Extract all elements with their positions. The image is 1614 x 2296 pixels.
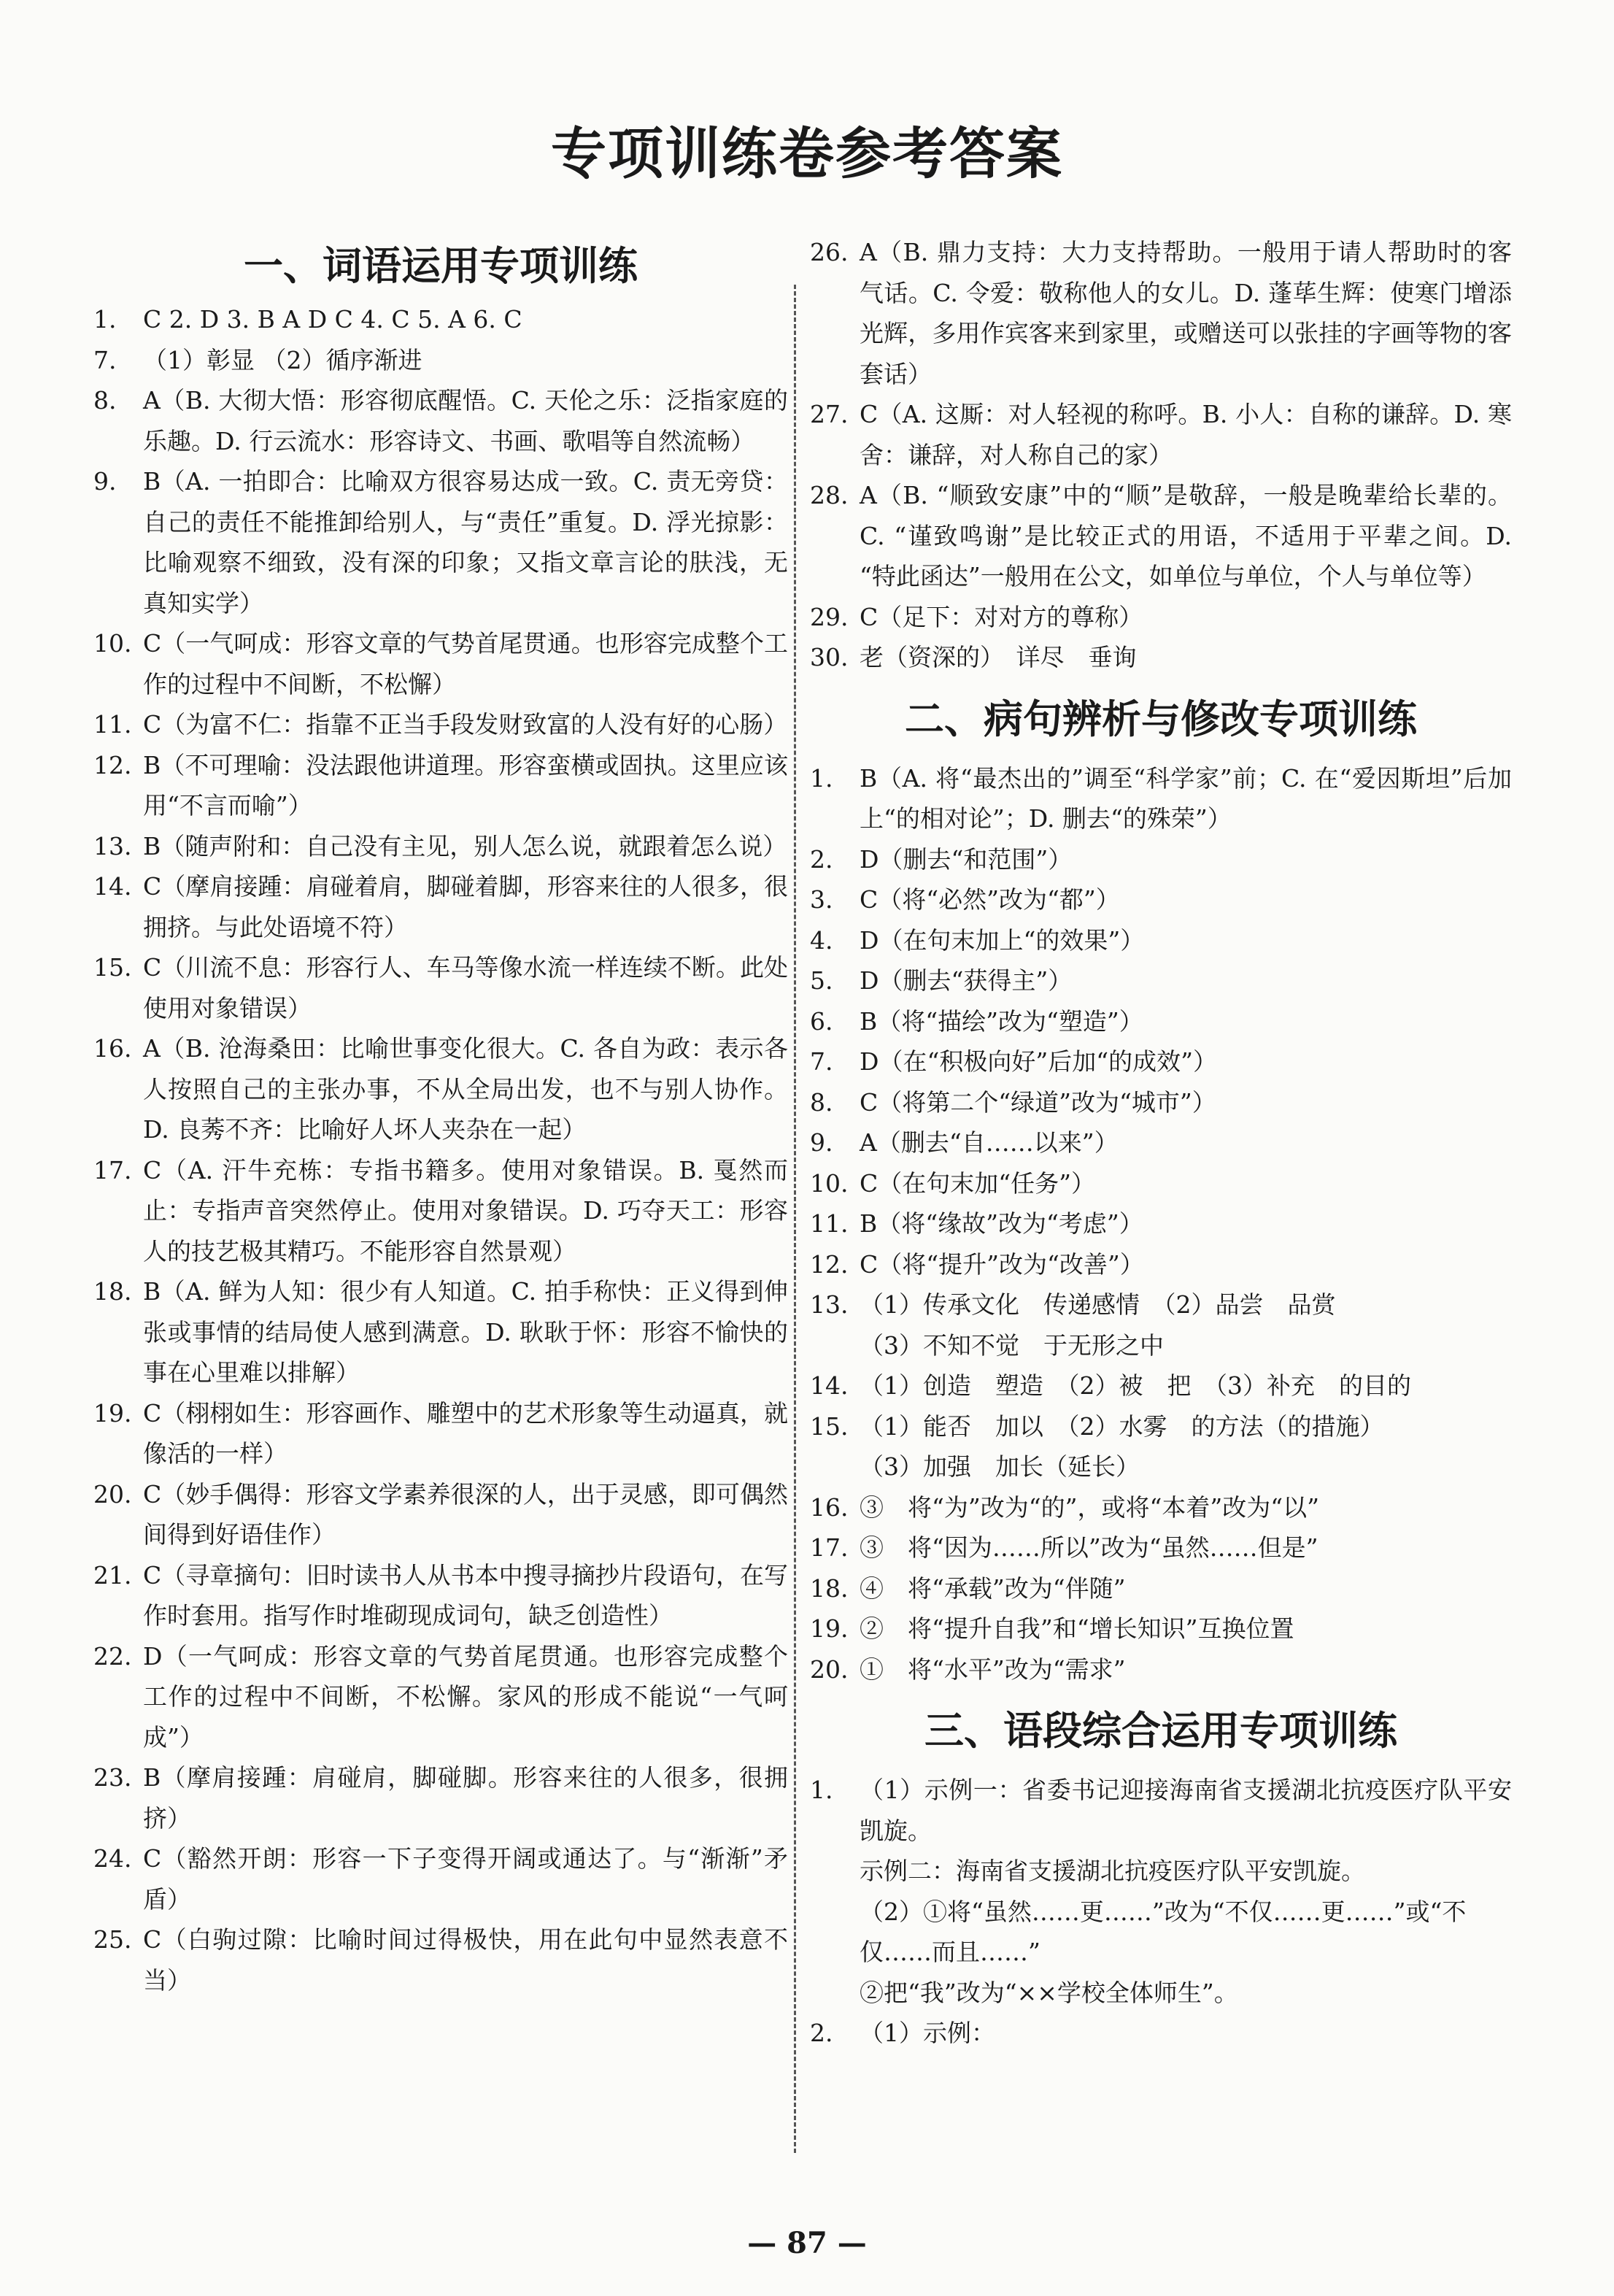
answer-text: （3）加强 加长（延长） [860, 1452, 1140, 1481]
answer-text: A（B. 沧海桑田：比喻世事变化很大。C. 各自为政：表示各人按照自己的主张办事，不从全局出发，也不与别人协作。D. 良莠不齐：比喻好人坏人夹杂在一起） [143, 1034, 788, 1144]
answer-item [810, 1649, 1512, 1690]
answer-text: C（A. 汗牛充栋：专指书籍多。使用对象错误。B. 戛然而止：专指声音突然停止。使用对象错误。D. 巧夺天工：形容人的技艺极其精巧。不能形容自然景观） [143, 1155, 788, 1266]
answer-number: 29. [810, 602, 849, 631]
answer-text: B（不可理喻：没法跟他讲道理。形容蛮横或固执。这里应该用“不言而喻”） [143, 750, 788, 820]
answer-item [93, 1838, 788, 1919]
right-column [810, 232, 1512, 2054]
answer-text: C（在句末加“任务”） [860, 1168, 1095, 1198]
answer-item [810, 1284, 1512, 1325]
answer-number: 19. [810, 1614, 849, 1643]
answer-item [93, 866, 788, 947]
answer-number: 12. [810, 1249, 849, 1279]
answer-text: C（豁然开朗：形容一下子变得开阔或通达了。与“渐渐”矛盾） [143, 1844, 788, 1914]
answer-item [93, 1393, 788, 1474]
answer-text: ③ 将“为”改为“的”，或将“本着”改为“以” [860, 1492, 1319, 1522]
answer-text: B（A. 将“最杰出的”调至“科学家”前；C. 在“爱因斯坦”后加上“的相对论”；D. 删去“的殊荣”） [860, 763, 1512, 833]
answer-number: 12. [93, 750, 132, 779]
answer-text: B（A. 鲜为人知：很少有人知道。C. 拍手称快：正义得到伸张或事情的结局使人感到满意。D. 耿耿于怀：形容不愉快的事在心里难以排解） [143, 1277, 788, 1387]
answer-item [810, 1041, 1512, 1082]
answer-number: 24. [93, 1844, 132, 1873]
answer-number: 8. [93, 386, 117, 415]
page-number: — 87 — [747, 2226, 867, 2260]
answer-number: 20. [93, 1479, 132, 1509]
answer-item [810, 1203, 1512, 1244]
answer-item [810, 1851, 1512, 1892]
answer-text: B（随声附和：自己没有主见，别人怎么说，就跟着怎么说） [143, 831, 787, 860]
answer-text: （1）创造 塑造 （2）被 把 （3）补充 的目的 [860, 1371, 1411, 1400]
answer-number: 23. [93, 1763, 132, 1792]
answer-number: 17. [93, 1155, 132, 1184]
answer-item [810, 1973, 1512, 2014]
answer-item [93, 1271, 788, 1393]
answer-text: C（一气呵成：形容文章的气势首尾贯通。也形容完成整个工作的过程中不间断，不松懈） [143, 629, 788, 698]
answer-item [93, 380, 788, 461]
answer-item [810, 475, 1512, 597]
answer-text: B（A. 一拍即合：比喻双方很容易达成一致。C. 责无旁贷：自己的责任不能推卸给别人，与“责任”重复。D. 浮光掠影：比喻观察不细致，没有深的印象；又指文章言论的肤浅，无真知实学） [143, 467, 788, 617]
answer-number: 30. [810, 643, 849, 671]
answer-item [810, 1365, 1512, 1406]
answer-text: （1）示例： [860, 2019, 995, 2047]
answer-list-s2 [810, 758, 1512, 1690]
answer-number: 21. [93, 1560, 132, 1590]
answer-item [93, 299, 788, 340]
answer-item [810, 232, 1512, 394]
answer-number: 13. [93, 831, 132, 860]
answer-number: 2. [810, 844, 833, 874]
answer-number: 9. [810, 1128, 833, 1157]
answer-text: A（B. 鼎力支持：大力支持帮助。一般用于请人帮助时的客气话。C. 令爱：敬称他人的女儿。D. 蓬荜生辉：使寒门增添光辉，多用作宾客来到家里，或赠送可以张挂的字画等物的客套话） [860, 238, 1512, 388]
answer-text: 老（资深的） 详尽 垂询 [860, 643, 1137, 671]
answer-item [93, 461, 788, 623]
answer-text: ④ 将“承载”改为“伴随” [860, 1573, 1126, 1603]
answer-number: 25. [93, 1925, 132, 1954]
section-heading-1: 一、词语运用专项训练 [244, 242, 638, 289]
answer-number: 10. [810, 1168, 849, 1198]
answer-number: 15. [810, 1411, 849, 1441]
answer-item [810, 1892, 1512, 1973]
answer-item [93, 1555, 788, 1636]
answer-item [810, 758, 1512, 839]
answer-text: （1）传承文化 传递感情 （2）品尝 品赏 [860, 1290, 1336, 1319]
answer-text: ③ 将“因为……所以”改为“虽然……但是” [860, 1533, 1318, 1562]
answer-text: （1）能否 加以 （2）水雾 的方法（的措施） [860, 1411, 1384, 1441]
answer-item [93, 1919, 788, 2000]
answer-text: A（删去“自……以来”） [860, 1128, 1119, 1157]
answer-number: 3. [810, 885, 833, 914]
answer-number: 22. [93, 1641, 132, 1671]
answer-list-left [93, 299, 788, 2000]
answer-number: 18. [810, 1573, 849, 1603]
answer-item [810, 960, 1512, 1001]
answer-item [810, 1609, 1512, 1649]
answer-number: 15. [93, 953, 132, 982]
answer-number: 16. [810, 1492, 849, 1522]
answer-text: B（将“缘故”改为“考虑”） [860, 1209, 1143, 1238]
answer-text: B（将“描绘”改为“塑造”） [860, 1006, 1143, 1036]
answer-number: 11. [93, 710, 132, 739]
answer-text: （3）不知不觉 于无形之中 [860, 1330, 1164, 1360]
answer-text: ② 将“提升自我”和“增长知识”互换位置 [860, 1614, 1294, 1643]
answer-number: 7. [93, 345, 117, 374]
answer-text: C（将第二个“绿道”改为“城市”） [860, 1087, 1216, 1117]
answer-text: B（摩肩接踵：肩碰肩，脚碰脚。形容来往的人很多，很拥挤） [143, 1763, 788, 1833]
answer-item [93, 745, 788, 826]
answer-number: 4. [810, 925, 833, 955]
answer-item [810, 839, 1512, 880]
answer-text: D（在句末加上“的效果”） [860, 925, 1145, 955]
answer-number: 10. [93, 629, 132, 658]
answer-item [810, 637, 1512, 678]
answer-number: 14. [93, 872, 132, 901]
answer-number: 16. [93, 1034, 132, 1063]
answer-number: 26. [810, 238, 849, 266]
answer-item [810, 1568, 1512, 1609]
section-heading-2: 二、病句辨析与修改专项训练 [905, 695, 1417, 742]
answer-number: 19. [93, 1398, 132, 1428]
answer-text: C（栩栩如生：形容画作、雕塑中的艺术形象等生动逼真，就像活的一样） [143, 1398, 788, 1468]
answer-item [810, 1446, 1512, 1487]
answer-item [810, 1406, 1512, 1447]
answer-list-s3 [810, 1770, 1512, 2054]
answer-item [93, 1474, 788, 1555]
answer-text: （1）彰显 （2）循序渐进 [143, 345, 422, 374]
answer-item [810, 1487, 1512, 1528]
answer-item [93, 623, 788, 704]
answer-text: D（一气呵成：形容文章的气势首尾贯通。也形容完成整个工作的过程中不间断，不松懈。家风的形成不能说“一气呵成”） [143, 1641, 788, 1752]
answer-text: ②把“我”改为“××学校全体师生”。 [860, 1978, 1238, 2007]
answer-number: 28. [810, 481, 849, 509]
answer-text: （2）①将“虽然……更……”改为“不仅……更……”或“不仅……而且……” [860, 1897, 1467, 1966]
answer-list-s1-continued [810, 232, 1512, 678]
answer-number: 11. [810, 1209, 849, 1238]
answer-item [93, 1636, 788, 1758]
answer-number: 6. [810, 1006, 833, 1036]
section-heading-3: 三、语段综合运用专项训练 [924, 1707, 1397, 1754]
answer-item [93, 340, 788, 381]
answer-item [810, 1325, 1512, 1366]
answer-item [810, 1001, 1512, 1042]
answer-item [93, 1150, 788, 1272]
answer-item [93, 704, 788, 745]
answer-text: C（为富不仁：指靠不正当手段发财致富的人没有好的心肠） [143, 710, 788, 739]
answer-number: 2. [810, 2019, 833, 2047]
answer-text: C（A. 这厮：对人轻视的称呼。B. 小人：自称的谦辞。D. 寒舍：谦辞，对人称自己的家） [860, 400, 1512, 469]
answer-text: 示例二：海南省支援湖北抗疫医疗队平安凯旋。 [860, 1857, 1365, 1885]
answer-number: 18. [93, 1277, 132, 1306]
answer-item [810, 1082, 1512, 1123]
answer-text: D（删去“和范围”） [860, 844, 1073, 874]
answer-item [93, 826, 788, 867]
answer-item [810, 920, 1512, 961]
answer-text: C（将“提升”改为“改善”） [860, 1249, 1144, 1279]
answer-text: A（B. 大彻大悟：形容彻底醒悟。C. 天伦之乐：泛指家庭的乐趣。D. 行云流水：形容诗文、书画、歌唱等自然流畅） [143, 386, 788, 455]
answer-text: C（将“必然”改为“都”） [860, 885, 1120, 914]
answer-item [810, 1122, 1512, 1163]
answer-text: C（足下：对对方的尊称） [860, 602, 1143, 631]
answer-text: A（B. “顺致安康”中的“顺”是敬辞，一般是晚辈给长辈的。C. “谨致鸣谢”是比较正式的用语，不适用于平辈之间。D. “特此函达”一般用在公文，如单位与单位，个人与单位等） [860, 481, 1512, 590]
answer-text: C（摩肩接踵：肩碰着肩，脚碰着脚，形容来往的人很多，很拥挤。与此处语境不符） [143, 872, 788, 941]
answer-item [810, 879, 1512, 920]
answer-item [93, 947, 788, 1028]
answer-number: 13. [810, 1290, 849, 1319]
answer-text: C（寻章摘句：旧时读书人从书本中搜寻摘抄片段语句，在写作时套用。指写作时堆砌现成词句，缺乏创造性） [143, 1560, 788, 1630]
answer-text: D（在“积极向好”后加“的成效”） [860, 1047, 1217, 1076]
answer-text: C（川流不息：形容行人、车马等像水流一样连续不断。此处使用对象错误） [143, 953, 788, 1022]
answer-number: 17. [810, 1533, 849, 1562]
answer-number: 27. [810, 400, 849, 428]
answer-number: 7. [810, 1047, 833, 1076]
answer-item [93, 1757, 788, 1838]
answer-item [810, 394, 1512, 475]
answer-item [810, 1163, 1512, 1204]
answer-number: 1. [810, 1776, 833, 1804]
answer-text: D（删去“获得主”） [860, 966, 1073, 995]
answer-number: 8. [810, 1087, 833, 1117]
answer-text: C 2. D 3. B A D C 4. C 5. A 6. C [143, 305, 522, 334]
left-column [93, 232, 788, 2000]
column-divider [794, 285, 796, 2153]
answer-number: 1. [93, 305, 117, 334]
answer-number: 20. [810, 1654, 849, 1684]
answer-number: 5. [810, 966, 833, 995]
answer-text: （1）示例一：省委书记迎接海南省支援湖北抗疫医疗队平安凯旋。 [860, 1776, 1512, 1845]
answer-item [810, 2013, 1512, 2054]
answer-text: C（妙手偶得：形容文学素养很深的人，出于灵感，即可偶然间得到好语佳作） [143, 1479, 788, 1549]
answer-item [810, 1528, 1512, 1568]
answer-number: 14. [810, 1371, 849, 1400]
answer-number: 1. [810, 763, 833, 793]
answer-text: C（白驹过隙：比喻时间过得极快，用在此句中显然表意不当） [143, 1925, 788, 1995]
answer-item [810, 1770, 1512, 1851]
answer-item [810, 1244, 1512, 1285]
answer-number: 9. [93, 467, 117, 496]
page-title: 专项训练卷参考答案 [551, 121, 1063, 186]
answer-item [93, 1028, 788, 1150]
answer-text: ① 将“水平”改为“需求” [860, 1654, 1126, 1684]
answer-item [810, 597, 1512, 638]
